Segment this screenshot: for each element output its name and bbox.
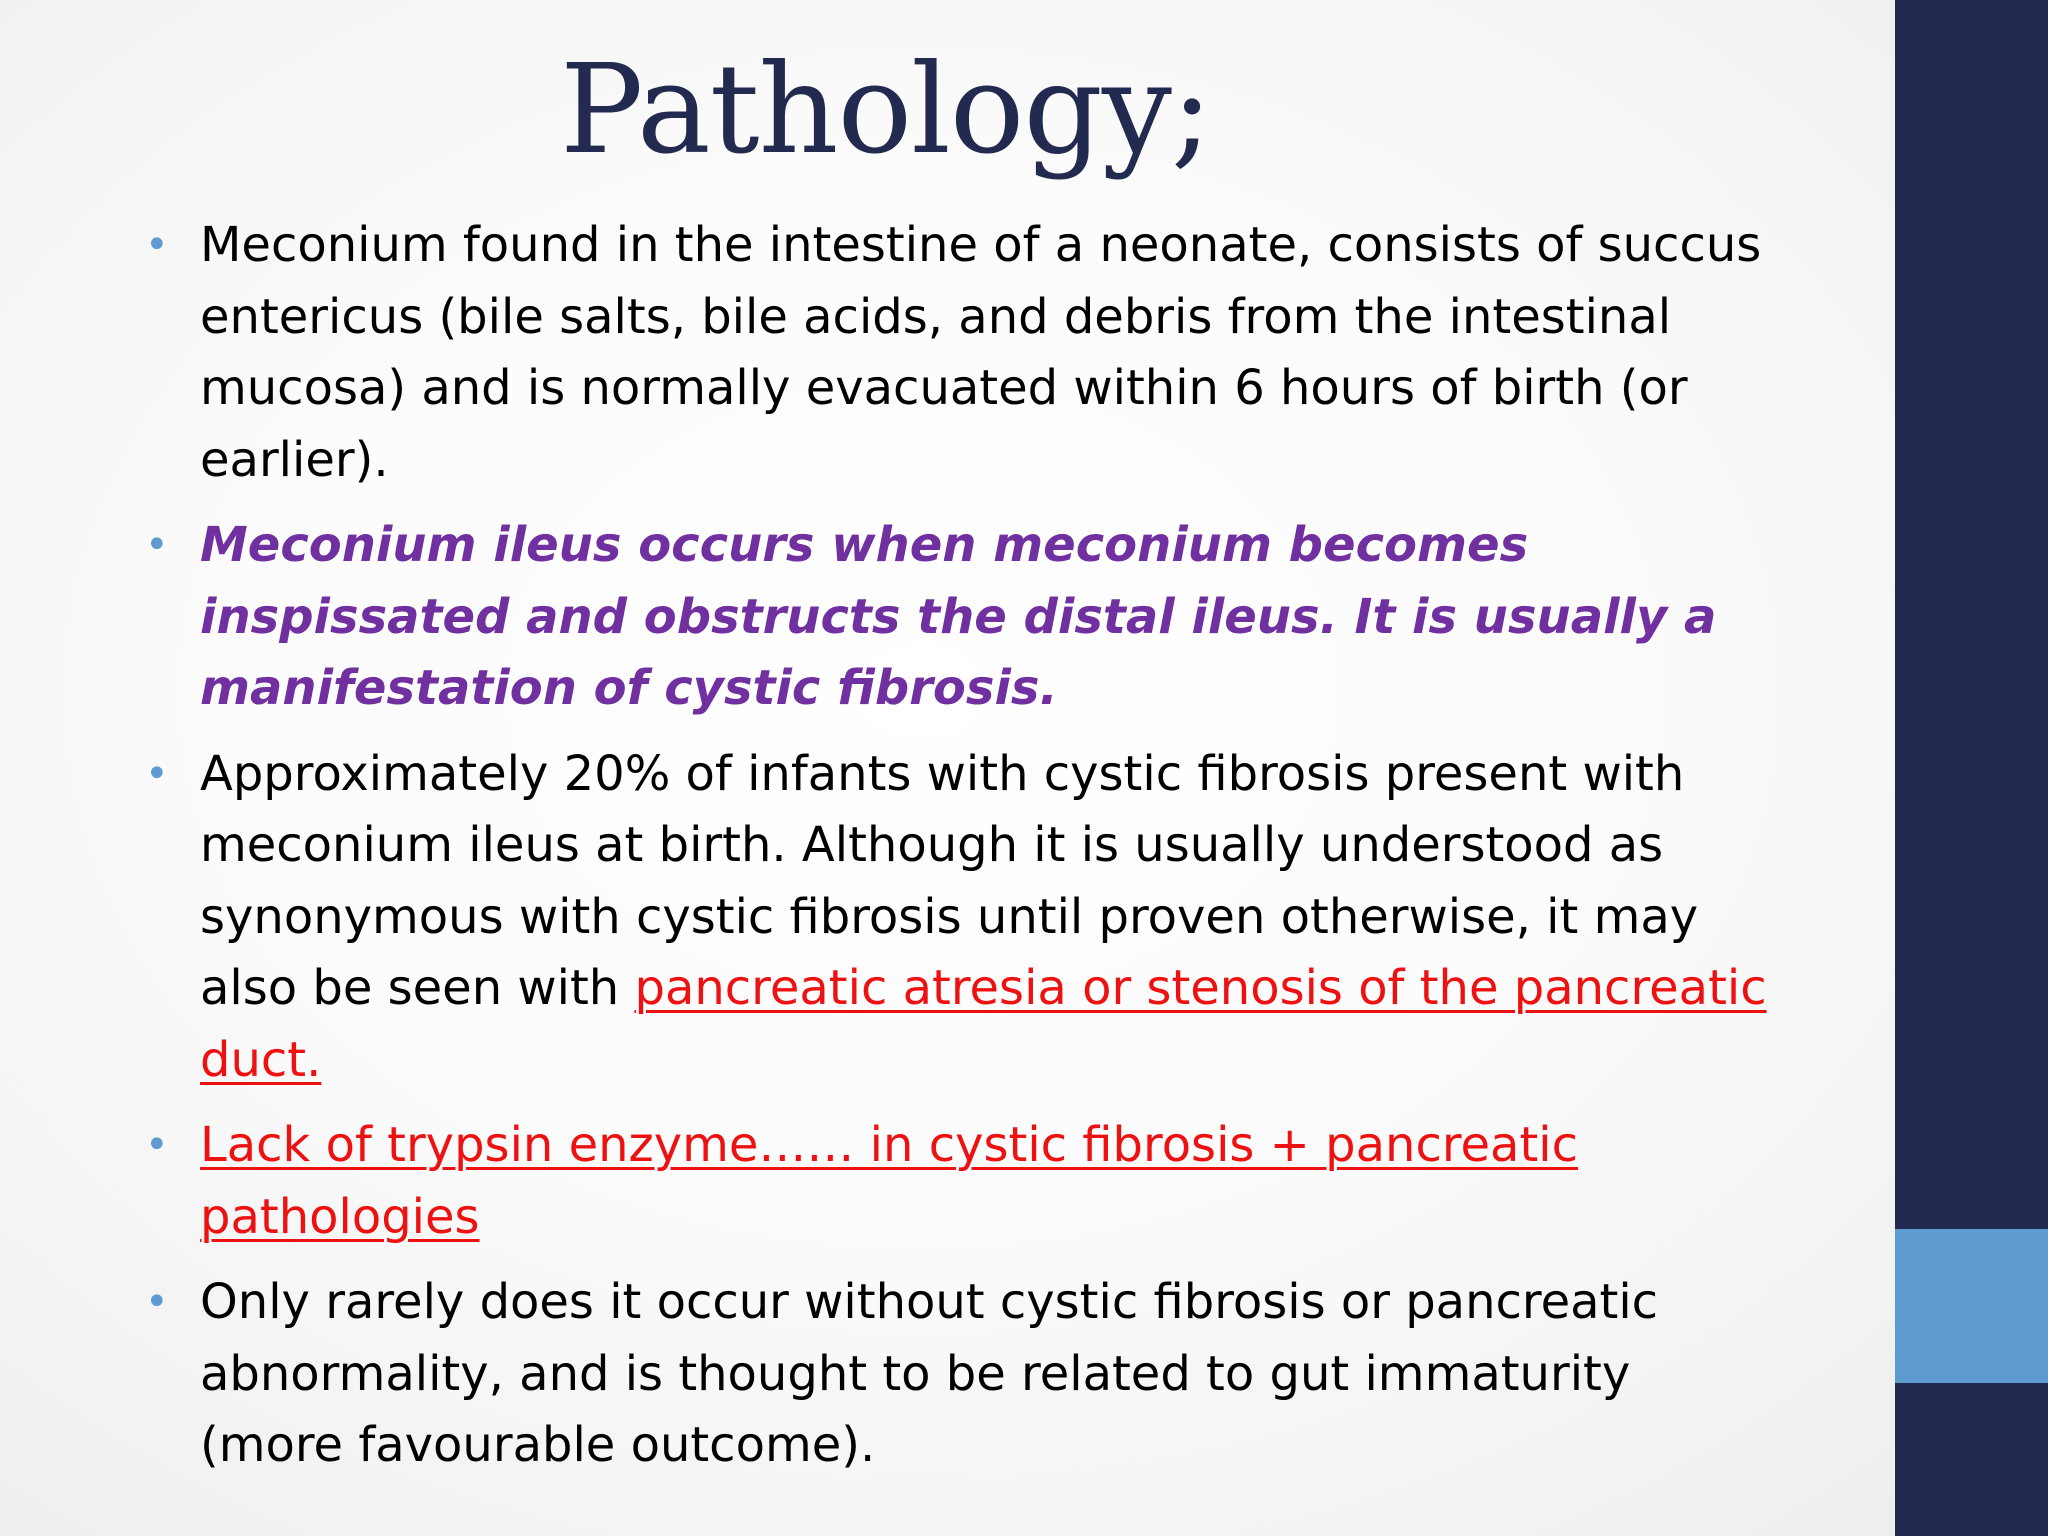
bullet-dot-icon: • <box>145 1279 169 1325</box>
bullet-item-gut-immaturity <box>145 1267 1785 1482</box>
bullet-dot-icon: • <box>145 222 169 268</box>
bullet-item-meconium-definition <box>145 210 1785 496</box>
bullet-text: Only rarely does it occur without cystic fibrosis or pancreatic abnormality, and is thought to be related to gut immaturity (more favourable outcome). <box>200 1274 1659 1473</box>
sidebar-accent-block <box>1895 1229 2048 1383</box>
slide-title: Pathology; <box>560 38 1212 182</box>
bullet-item-meconium-ileus <box>145 510 1785 725</box>
bullet-text: Approximately 20% of infants with cystic fibrosis present with meconium ileus at birth. Although it is usually understood as synonymous with cystic fibrosis until proven otherwise, it may also be seen with <box>200 745 1699 1016</box>
bullet-dot-icon: • <box>145 522 169 568</box>
bullet-text: Meconium found in the intestine of a neonate, consists of succus entericus (bile salts, bile acids, and debris from the intestinal mucosa) and is normally evacuated within 6 hours of birth (or earlier). <box>200 217 1762 488</box>
emphasized-bullet-text: Meconium ileus occurs when meconium becomes inspissated and obstructs the distal ileus. It is usually a manifestation of cystic fibrosis. <box>200 517 1717 716</box>
pancreatic-atresia-link[interactable]: pancreatic atresia or stenosis of the pancreatic duct. <box>200 960 1767 1088</box>
bullet-dot-icon: • <box>145 750 169 797</box>
trypsin-enzyme-link[interactable]: Lack of trypsin enzyme…… in cystic fibrosis + pancreatic pathologies <box>200 1117 1579 1245</box>
bullet-dot-icon: • <box>145 1122 169 1168</box>
bullet-item-trypsin <box>145 1110 1785 1253</box>
bullet-item-cystic-fibrosis-incidence <box>145 739 1785 1097</box>
bullet-list <box>145 210 1785 1496</box>
